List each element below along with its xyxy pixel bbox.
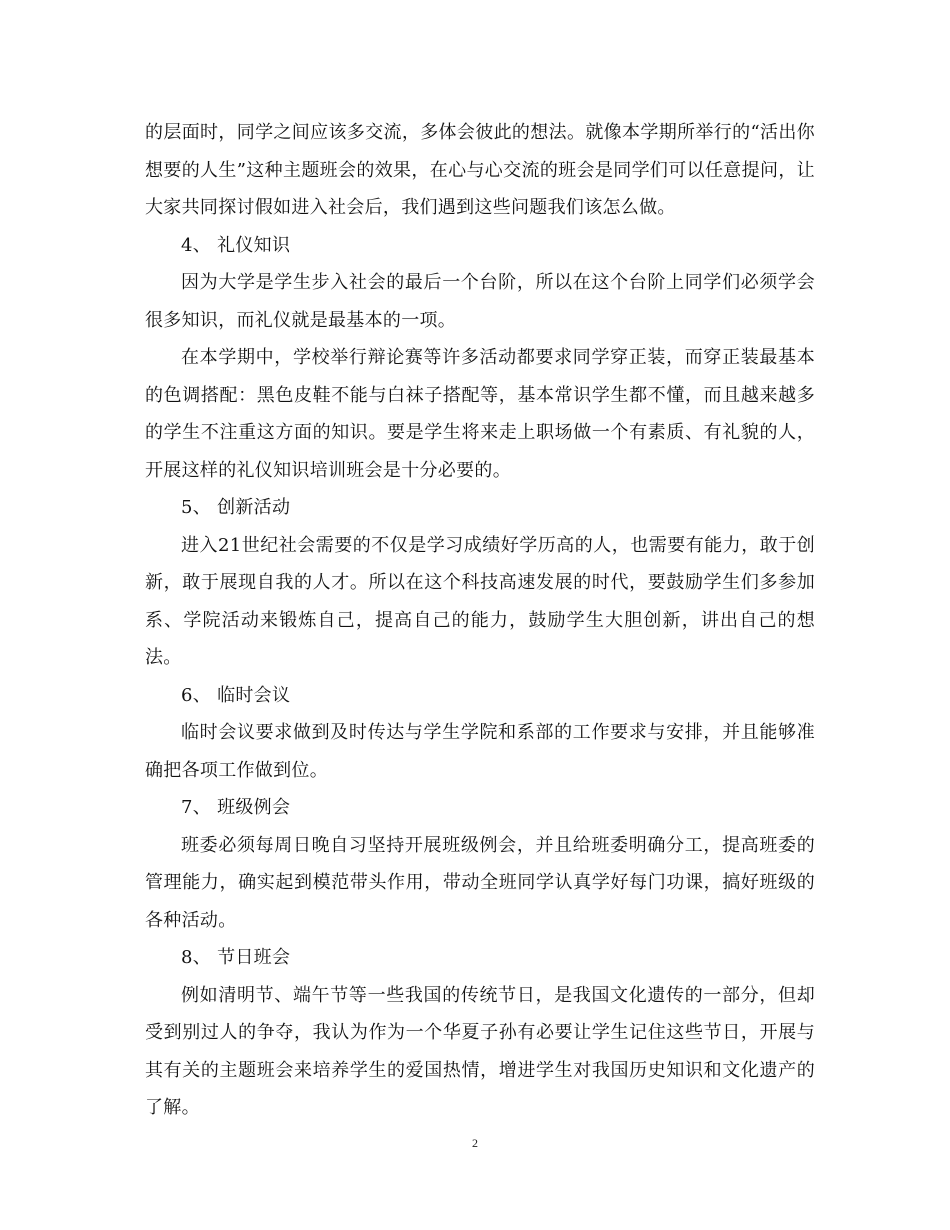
section-heading: 4、 礼仪知识 (181, 234, 291, 256)
section-paragraph: 临时会议要求做到及时传达与学生学院和系部的工作要求与安排，并且能够准确把各项工作做到位。 (145, 722, 815, 781)
section-paragraph: 班委必须每周日晚自习坚持开展班级例会，并且给班委明确分工，提高班委的管理能力，确实起到模范带头作用，带动全班同学认真学好每门功课，搞好班级的各种活动。 (145, 834, 815, 931)
section-heading: 8、 节日班会 (181, 947, 291, 968)
document-body (145, 114, 815, 1127)
section-festival-meeting (145, 939, 815, 1127)
page-number: 2 (472, 1136, 478, 1150)
section-paragraph: 进入21世纪社会需要的不仅是学习成绩好学历高的人，也需要有能力，敢于创新，敢于展现自我的人才。所以在这个科技高速发展的时代，要鼓励学生们多参加系、学院活动来锻炼自己，提高自己的能力，鼓励学生大胆创新，讲出自己的想法。 (145, 534, 815, 668)
section-paragraph: 因为大学是学生步入社会的最后一个台阶，所以在这个台阶上同学们必须学会很多知识，而礼仪就是最基本的一项。 (145, 272, 815, 331)
intro-paragraph: 的层面时，同学之间应该多交流，多体会彼此的想法。就像本学期所举行的“活出你想要的人生”这种主题班会的效果，在心与心交流的班会是同学们可以任意提问，让大家共同探讨假如进入社会后，我们遇到这些问题我们该怎么做。 (145, 122, 815, 218)
section-temporary-meeting (145, 677, 815, 790)
section-paragraph: 在本学期中，学校举行辩论赛等许多活动都要求同学穿正装，而穿正装最基本的色调搭配：黑色皮鞋不能与白袜子搭配等，基本常识学生都不懂，而且越来越多的学生不注重这方面的知识。要是学生将来走上职场做一个有素质、有礼貌的人，开展这样的礼仪知识培训班会是十分必要的。 (145, 347, 815, 481)
section-class-meeting (145, 789, 815, 939)
section-paragraph: 例如清明节、端午节等一些我国的传统节日，是我国文化遗传的一部分，但却受到别过人的争夺，我认为作为一个华夏子孙有必要让学生记住这些节日，开展与其有关的主题班会来培养学生的爱国热情，增进学生对我国历史知识和文化遗产的了解。 (145, 984, 815, 1118)
section-etiquette (145, 227, 815, 490)
section-heading: 5、 创新活动 (181, 497, 291, 518)
section-heading: 6、 临时会议 (181, 684, 291, 706)
section-heading: 7、 班级例会 (181, 797, 291, 818)
section-innovation (145, 489, 815, 677)
